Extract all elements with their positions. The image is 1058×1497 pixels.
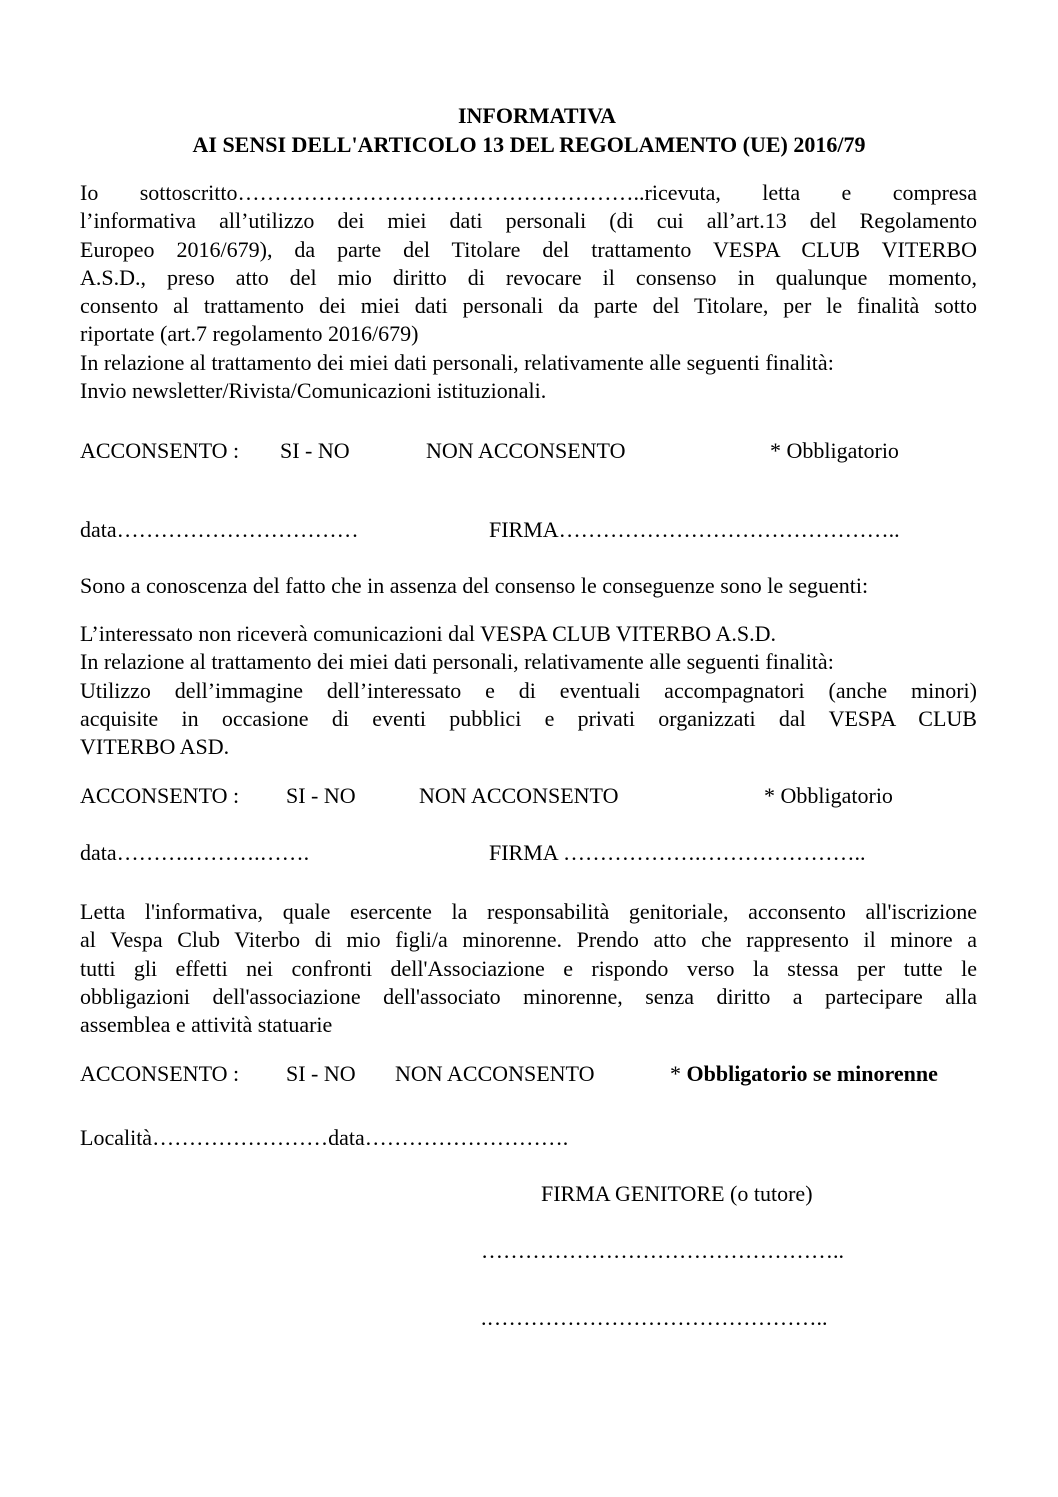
consent-options[interactable]: SI - NO	[286, 783, 356, 808]
consent-paragraph-2	[80, 620, 977, 761]
paragraph-line: A.S.D., preso atto del mio diritto di revocare il consenso in qualunque momento,	[80, 264, 977, 290]
paragraph-line: In relazione al trattamento dei miei dati personali, relativamente alle seguenti finalità:	[80, 349, 834, 375]
parent-signature-label: FIRMA GENITORE (o tutore)	[541, 1181, 813, 1206]
consent-paragraph-1	[80, 179, 977, 405]
consent-paragraph-3	[80, 898, 977, 1039]
date-field[interactable]: data……………………………	[80, 517, 359, 542]
paragraph-line: riportate (art.7 regolamento 2016/679)	[80, 321, 419, 347]
paragraph-line: VITERBO ASD.	[80, 734, 230, 760]
mandatory-note-bold: Obbligatorio se minorenne	[686, 1061, 938, 1086]
non-consent-option[interactable]: NON ACCONSENTO	[426, 438, 626, 463]
location-date-field[interactable]: Località……………………data……………………….	[80, 1125, 569, 1150]
paragraph-line: al Vespa Club Viterbo di mio figli/a minorenne. Prendo atto che rappresento il minore a	[80, 927, 977, 953]
paragraph-line: l’informativa all’utilizzo dei miei dati personali (di cui all’art.13 del Regolamento	[80, 208, 977, 234]
signature-field[interactable]: FIRMA………………………………………..	[489, 517, 900, 542]
paragraph-line: Io sottoscritto………………………………………………..ricevuta, letta e compresa	[80, 180, 977, 205]
consent-label: ACCONSENTO :	[80, 1061, 240, 1086]
mandatory-minor-note	[670, 1061, 938, 1087]
non-consent-option[interactable]: NON ACCONSENTO	[395, 1061, 595, 1086]
paragraph-line: L’interessato non riceverà comunicazioni dal VESPA CLUB VITERBO A.S.D.	[80, 621, 776, 646]
parent-signature-line-2[interactable]: .………………………………………..	[481, 1305, 828, 1330]
consent-options[interactable]: SI - NO	[280, 438, 350, 463]
consequences-intro: Sono a conoscenza del fatto che in assenza del consenso le conseguenze sono le seguenti:	[80, 573, 869, 598]
paragraph-line: tutti gli effetti nei confronti dell'Associazione e rispondo verso la stessa per tutte le	[80, 955, 977, 981]
document-subtitle: AI SENSI DELL'ARTICOLO 13 DEL REGOLAMENTO (UE) 2016/79	[192, 132, 866, 157]
consent-options[interactable]: SI - NO	[286, 1061, 356, 1086]
paragraph-line: consento al trattamento dei miei dati personali da parte del Titolare, per le finalità sotto	[80, 293, 977, 319]
consent-label: ACCONSENTO :	[80, 438, 240, 463]
paragraph-line: Europeo 2016/679), da parte del Titolare del trattamento VESPA CLUB VITERBO	[80, 236, 977, 262]
paragraph-line: obbligazioni dell'associazione dell'associato minorenne, senza diritto a partecipare alla	[80, 983, 977, 1009]
document-title: INFORMATIVA	[457, 103, 617, 128]
paragraph-line: acquisite in occasione di eventi pubblici e privati organizzati dal VESPA CLUB	[80, 705, 977, 731]
paragraph-line: Letta l'informativa, quale esercente la responsabilità genitoriale, acconsento all'iscrizione	[80, 899, 977, 924]
date-field[interactable]: data……….……….…….	[80, 840, 310, 865]
paragraph-line: Utilizzo dell’immagine dell’interessato e di eventuali accompagnatori (anche minori)	[80, 677, 977, 703]
mandatory-note: * Obbligatorio	[764, 783, 893, 808]
mandatory-note-prefix: *	[670, 1061, 687, 1086]
signature-field[interactable]: FIRMA ……………….…………………..	[489, 840, 866, 865]
non-consent-option[interactable]: NON ACCONSENTO	[419, 783, 619, 808]
paragraph-line: In relazione al trattamento dei miei dati personali, relativamente alle seguenti finalità:	[80, 649, 834, 675]
consent-label: ACCONSENTO :	[80, 783, 240, 808]
mandatory-note: * Obbligatorio	[770, 438, 899, 463]
parent-signature-line-1[interactable]: …………………………………………..	[481, 1238, 844, 1263]
paragraph-line: Invio newsletter/Rivista/Comunicazioni istituzionali.	[80, 378, 547, 404]
paragraph-line: assemblea e attività statuarie	[80, 1012, 333, 1038]
